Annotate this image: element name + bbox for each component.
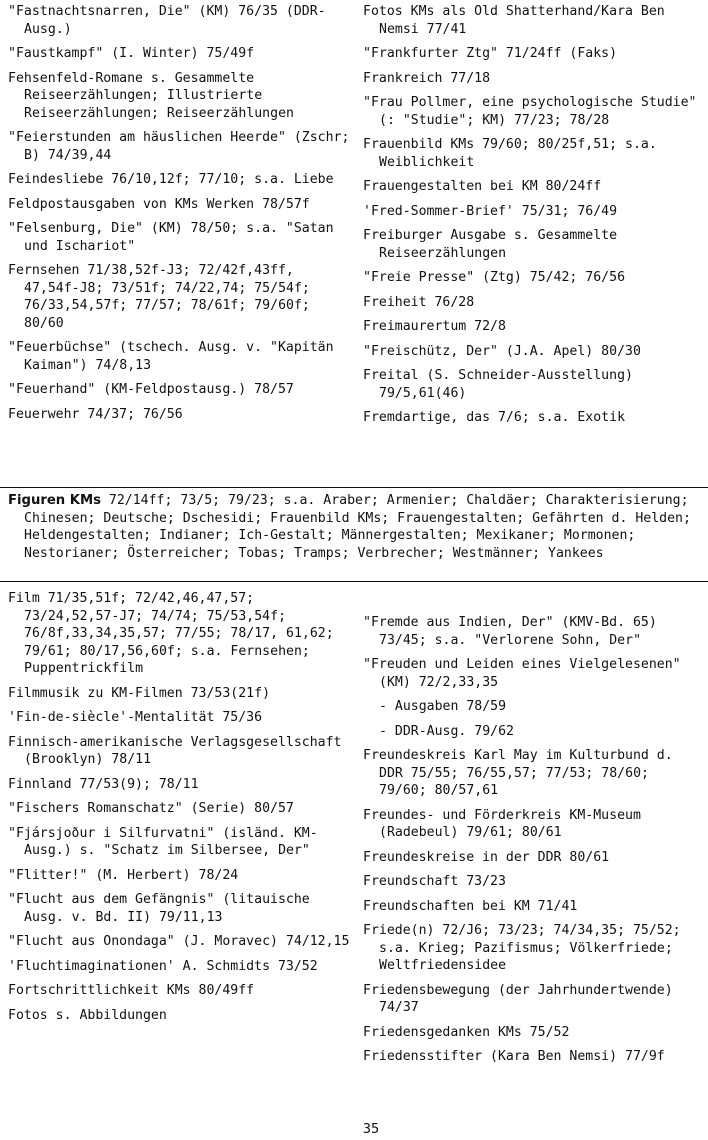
index-subentry: - Ausgaben 78/59 [379, 699, 507, 714]
index-entry: Freundschaften bei KM 71/41 [363, 898, 578, 914]
index-entry: Fremdartige, das 7/6; s.a. Exotik [363, 410, 626, 425]
index-entry: Frauengestalten bei KM 80/24ff [363, 179, 602, 194]
index-entry: 'Fluchtimaginationen' A. Schmidts 73/52 [8, 958, 318, 974]
index-entry: "Feuerhand" (KM-Feldpostausg.) 78/57 [8, 382, 294, 397]
index-entry: "Faustkampf" (I. Winter) 75/49f [8, 46, 255, 61]
index-entry: "Freischütz, Der" (J.A. Apel) 80/30 [363, 343, 641, 359]
index-entry: Feuerwehr 74/37; 76/56 [8, 406, 183, 422]
index-entry: Frankreich 77/18 [363, 70, 491, 86]
index-entry: Feindesliebe 76/10,12f; 77/10; s.a. Liebe [8, 172, 334, 187]
index-entry: Finnisch-amerikanische Verlagsgesellschaft (Brooklyn) 78/11 [8, 734, 342, 767]
index-entry: Freital (S. Schneider-Ausstellung) 79/5,61(46) [363, 368, 633, 401]
page-number: 35 [362, 1121, 380, 1137]
index-entry: Frauenbild KMs 79/60; 80/25f,51; s.a. Weiblichkeit [363, 137, 657, 170]
index-entry: "Flitter!" (M. Herbert) 78/24 [8, 867, 239, 883]
index-entry: Freundschaft 73/23 [363, 874, 506, 889]
column-top-right [363, 3, 703, 434]
index-entry: "Freuden und Leiden eines Vielgelesenen" (KM) 72/2,33,35 [363, 657, 681, 690]
index-entry: Freundeskreis Karl May im Kulturbund d. DDR 75/55; 76/55,57; 77/53; 78/60; 79/60; 80/57,61 [363, 748, 673, 798]
index-entry: "Feierstunden am häuslichen Heerde" (Zschr; B) 74/39,44 [8, 130, 350, 163]
index-entry: "Fischers Romanschatz" (Serie) 80/57 [8, 801, 294, 816]
index-entry: Freimaurertum 72/8 [363, 319, 506, 334]
index-entry: Freiheit 76/28 [363, 294, 475, 310]
index-entry: "Fjársjoður i Silfurvatni" (isländ. KM-Ausg.) s. "Schatz im Silbersee, Der" [8, 825, 318, 858]
index-entry: Fehsenfeld-Romane s. Gesammelte Reiseerzählungen; Illustrierte Reiseerzählungen; Reiseerzählungen [8, 70, 294, 121]
index-entry: 'Fin-de-siècle'-Mentalität 75/36 [8, 710, 263, 725]
column-bottom-left [8, 590, 354, 1031]
index-entry: Finnland 77/53(9); 78/11 [8, 776, 199, 792]
column-bottom-right [363, 614, 703, 1073]
index-entry: 'Fred-Sommer-Brief' 75/31; 76/49 [363, 203, 618, 219]
column-top-left [8, 3, 354, 430]
index-entry: Fernsehen 71/38,52f-J3; 72/42f,43ff, 47,54f-J8; 73/51f; 74/22,74; 75/54f; 76/33,54,57f; 77/57; 78/61f; 79/60f; 80/60 [8, 263, 310, 331]
index-entry: Fotos KMs als Old Shatterhand/Kara Ben Nemsi 77/41 [363, 4, 665, 37]
band-text: 72/14ff; 73/5; 79/23; s.a. Araber; Armenier; Chaldäer; Charakterisierung; Chinesen; Deutsche; Dschesidi; Frauenbild KMs; Frauengestalten; Gefährten d. Helden; Heldengestalten; Indianer; Ich-Gestalt; Männergestalten; Mexikaner; Mormonen; Nestorianer; Österreicher; Tobas; Tramps; Verbrecher; Westmänner; Yankees [24, 493, 691, 561]
index-entry: Fortschrittlichkeit KMs 80/49ff [8, 983, 255, 998]
index-entry: Friedensgedanken KMs 75/52 [363, 1024, 570, 1040]
index-entry: "Frau Pollmer, eine psychologische Studie" (: "Studie"; KM) 77/23; 78/28 [363, 95, 697, 128]
index-entry: "Felsenburg, Die" (KM) 78/50; s.a. "Satan und Ischariot" [8, 221, 334, 254]
index-entry: "Freie Presse" (Ztg) 75/42; 76/56 [363, 270, 626, 285]
index-entry: "Flucht aus Onondaga" (J. Moravec) 74/12,15 [8, 934, 350, 949]
index-entry: "Fremde aus Indien, Der" (KMV-Bd. 65) 73/45; s.a. "Verlorene Sohn, Der" [363, 615, 657, 648]
index-entry: Friede(n) 72/J6; 73/23; 74/34,35; 75/52; s.a. Krieg; Pazifismus; Völkerfriede; Weltfriedensidee [363, 923, 681, 973]
index-entry: Film 71/35,51f; 72/42,46,47,57; 73/24,52,57-J7; 74/74; 75/53,54f; 76/8f,33,34,35,57; 77/55; 78/17, 61,62; 79/61; 80/17,56,60f; s.a. Fernsehen; Puppentrickfilm [8, 591, 334, 676]
index-entry: Freundeskreise in der DDR 80/61 [363, 849, 610, 865]
index-entry: "Flucht aus dem Gefängnis" (litauische Ausg. v. Bd. II) 79/11,13 [8, 892, 310, 925]
index-entry: Filmmusik zu KM-Filmen 73/53(21f) [8, 685, 271, 701]
band-heading: Figuren KMs [8, 493, 101, 508]
index-entry: Freiburger Ausgabe s. Gesammelte Reiseerzählungen [363, 228, 618, 261]
index-entry: Friedensbewegung (der Jahrhundertwende) 74/37 [363, 982, 673, 1015]
divider-rule [0, 487, 708, 488]
index-subentry: - DDR-Ausg. 79/62 [379, 723, 514, 739]
index-entry: Friedensstifter (Kara Ben Nemsi) 77/9f [363, 1049, 665, 1064]
index-entry: "Feuerbüchse" (tschech. Ausg. v. "Kapitän Kaiman") 74/8,13 [8, 340, 334, 373]
index-entry: "Fastnachtsnarren, Die" (KM) 76/35 (DDR-Ausg.) [8, 4, 326, 37]
figuren-band [8, 492, 708, 562]
divider-rule [0, 581, 708, 582]
index-entry: Feldpostausgaben von KMs Werken 78/57f [8, 196, 310, 212]
index-entry: "Frankfurter Ztg" 71/24ff (Faks) [363, 46, 618, 61]
index-entry: Fotos s. Abbildungen [8, 1007, 167, 1023]
index-entry: Freundes- und Förderkreis KM-Museum (Radebeul) 79/61; 80/61 [363, 807, 641, 840]
